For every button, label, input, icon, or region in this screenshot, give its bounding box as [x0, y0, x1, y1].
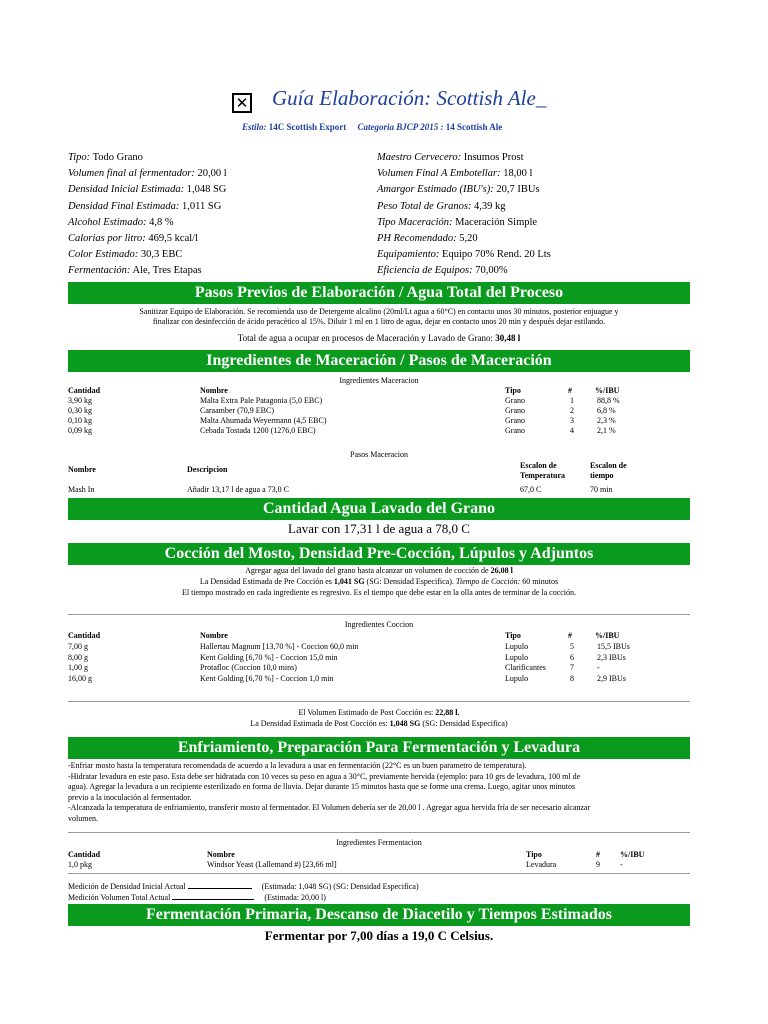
coccion-line3: El tiempo mostrado en cada ingrediente es regresivo. Es el tiempo que debe estar en la olla antes de terminar de la cocción. — [181, 588, 577, 597]
boil-ingredients-heading: Ingredientes Coccion — [344, 620, 414, 629]
info-row — [377, 184, 540, 195]
lavado-text: Lavar con 17,31 l de agua a 78,0 C — [288, 521, 470, 536]
cell-cantidad: 16,00 g — [68, 673, 92, 683]
section-header-enfriamiento: Enfriamiento, Preparación Para Fermentación y Levadura — [68, 737, 690, 759]
enfriamiento-line: -Enfriar mosto hasta la temperatura recomendada de acuerdo a la levadura a usar en fermentación (22°C es un buen parametro de temperatura). — [68, 761, 527, 770]
enfriamiento-line: -Hidratar levadura en este paso. Esta debe ser hidratada con 10 veces su peso en agua a 30°C, previamente hervida (ejemplo: para 10 grs de levadura, 100 ml de — [68, 771, 581, 781]
col-pct: %/IBU — [595, 386, 620, 395]
steps-col-tiempo-1: Escalon de — [590, 461, 627, 470]
measure-volume-blank — [172, 891, 254, 900]
info-label: Eficiencia de Equipos: — [377, 265, 473, 277]
info-value: 4,39 kg — [474, 200, 506, 212]
info-row — [377, 168, 532, 179]
fermentation-text: Fermentar por 7,00 días a 19,0 C Celsius. — [264, 928, 494, 943]
section-header-lavado: Cantidad Agua Lavado del Grano — [68, 498, 690, 520]
cell-cantidad: 1,00 g — [68, 663, 88, 672]
estilo-value: 14C Scottish Export — [268, 122, 347, 132]
measure-density-blank — [188, 880, 252, 889]
post-density — [68, 719, 690, 729]
info-row — [68, 249, 182, 260]
subtitle — [242, 122, 502, 132]
info-label: Maestro Cervecero: — [377, 152, 462, 163]
info-row — [68, 184, 226, 195]
col-nombre: Nombre — [207, 850, 235, 859]
info-label: Fermentación: — [68, 265, 131, 277]
ferm-cantidad: 1,0 pkg — [68, 860, 92, 869]
info-row — [68, 168, 227, 179]
boil-time-label: Tiempo de Cocción: — [455, 577, 521, 586]
total-water-label: Total de agua a ocupar en procesos de Maceración y Lavado de Grano: — [237, 333, 493, 343]
measure-volume-row — [68, 891, 326, 902]
coccion-line1-text: Agregar agua del lavado del grano hasta alcanzar un volumen de cocción de — [245, 566, 489, 575]
post-volume — [68, 708, 690, 718]
cell-pct: 2,3 % — [597, 416, 616, 425]
info-value: Todo Grano — [92, 152, 143, 163]
cell-num: 1 — [570, 396, 574, 405]
coccion-volume: 26,08 l — [490, 566, 513, 575]
info-value: 469,5 kcal/l — [148, 233, 198, 244]
col-pct: %/IBU — [595, 631, 620, 640]
section-header-fermentacion: Fermentación Primaria, Descanso de Diacetilo y Tiempos Estimados — [68, 904, 690, 926]
info-row — [68, 217, 174, 228]
info-value: 18,00 l — [503, 168, 533, 180]
divider — [68, 701, 690, 702]
page-title: Guía Elaboración: Scottish Ale_ — [272, 86, 547, 110]
post-density-note: (SG: Densidad Especifica) — [422, 719, 508, 728]
cell-tipo: Grano — [505, 406, 525, 415]
cell-tipo: Lupulo — [505, 652, 529, 662]
steps-col-temp-2: Temperatura — [520, 471, 566, 480]
divider — [68, 832, 690, 833]
col-tipo: Tipo — [505, 631, 521, 640]
coccion-line2 — [68, 577, 690, 587]
cell-cantidad: 3,90 kg — [68, 396, 92, 405]
estilo-label: Estilo: — [242, 122, 267, 132]
categoria-value: 14 Scottish Ale — [445, 122, 503, 132]
col-nombre: Nombre — [200, 631, 228, 640]
cell-nombre: Kent Golding [6,70 %] - Coccion 1,0 min — [200, 673, 334, 683]
info-label: Amargor Estimado (IBU's): — [377, 184, 494, 196]
col-num: # — [568, 631, 572, 640]
total-water — [68, 333, 690, 343]
step-tiempo: 70 min — [590, 485, 613, 494]
info-value: 20,00 l — [197, 168, 227, 180]
ferm-ingredients-heading: Ingredientes Fermentacion — [336, 838, 422, 847]
col-cantidad: Cantidad — [68, 386, 101, 395]
cell-pct: 2,1 % — [597, 426, 616, 435]
info-value: Ale, Tres Etapas — [132, 265, 202, 277]
info-label: PH Recomendado: — [377, 233, 457, 244]
cell-nombre: Kent Golding [6,70 %] - Coccion 15,0 min — [200, 652, 338, 662]
info-row — [377, 249, 551, 260]
cell-pct: 15,5 IBUs — [597, 642, 630, 651]
info-row — [377, 265, 508, 276]
info-label: Tipo: — [68, 152, 91, 163]
logo-icon: ✕ — [232, 93, 252, 113]
enfriamiento-line: volumen. — [68, 813, 98, 823]
steps-col-descripcion: Descripcion — [187, 465, 228, 474]
col-tipo: Tipo — [505, 386, 521, 395]
info-value: 5,20 — [459, 233, 478, 244]
divider — [68, 873, 690, 874]
info-row — [68, 152, 143, 163]
info-label: Volumen Final A Embotellar: — [377, 168, 501, 180]
cell-tipo: Grano — [505, 416, 525, 425]
ferm-tipo: Levadura — [526, 860, 557, 869]
cell-nombre: Caraamber (70,9 EBC) — [200, 406, 274, 415]
cell-tipo: Lupulo — [505, 673, 529, 683]
cell-num: 2 — [570, 406, 574, 415]
info-value: Insumos Prost — [463, 152, 524, 163]
coccion-line1 — [68, 566, 690, 576]
cell-nombre: Malta Extra Pale Patagonia (5,0 EBC) — [200, 396, 323, 405]
measure-volume-estimate: (Estimada: 20,00 l) — [264, 893, 326, 902]
info-value: 20,7 IBUs — [496, 184, 540, 196]
cell-pct: 88,8 % — [597, 396, 620, 405]
cell-num: 5 — [570, 642, 574, 651]
cell-cantidad: 8,00 g — [68, 652, 88, 662]
cell-nombre: Protafloc (Coccion 10,0 mins) — [200, 663, 297, 672]
enfriamiento-line: previo a la inoculación al fermentador. — [68, 792, 192, 802]
post-volume-label: El Volumen Estimado de Post Cocción es: — [298, 708, 434, 717]
cell-tipo: Grano — [505, 426, 525, 435]
col-num: # — [568, 386, 572, 395]
info-value: 1,011 SG — [182, 200, 222, 212]
steps-col-tiempo-2: tiempo — [590, 471, 614, 480]
col-num: # — [596, 850, 600, 859]
info-label: Alcohol Estimado: — [68, 216, 147, 228]
cell-tipo: Clarificantes — [505, 663, 546, 672]
cell-nombre: Malta Ahumada Weyermann (4,5 EBC) — [200, 416, 327, 425]
info-label: Peso Total de Granos: — [377, 200, 472, 212]
col-cantidad: Cantidad — [68, 850, 101, 859]
cell-pct: 6,8 % — [597, 406, 616, 415]
cell-num: 7 — [570, 663, 574, 672]
cell-num: 4 — [570, 426, 574, 435]
section-header-maceracion: Ingredientes de Maceración / Pasos de Maceración — [68, 350, 690, 372]
info-value: 70,00% — [475, 265, 508, 277]
measure-density-label: Medición de Densidad Inicial Actual — [68, 882, 186, 891]
info-label: Densidad Inicial Estimada: — [68, 184, 185, 196]
info-row — [377, 201, 506, 212]
measure-volume-label: Medición Volumen Total Actual — [68, 893, 171, 902]
col-nombre: Nombre — [200, 386, 228, 395]
info-label: Volumen final al fermentador: — [68, 168, 195, 180]
cell-pct: 2,9 IBUs — [597, 673, 626, 683]
info-value: Maceración Simple — [455, 216, 538, 228]
pre-density-value: 1,041 SG — [333, 577, 365, 586]
info-row — [68, 201, 221, 212]
info-row — [377, 233, 478, 244]
cell-nombre: Hallertau Magnum [13,70 %] - Coccion 60,0 min — [200, 642, 359, 651]
post-volume-value: 22,88 l. — [435, 708, 460, 717]
post-density-label: La Densidad Estimada de Post Cocción es: — [250, 719, 388, 728]
cell-cantidad: 0,09 kg — [68, 426, 92, 435]
ferm-nombre: Windsor Yeast (Lallemand #) [23,66 ml] — [207, 860, 337, 869]
pre-density-label: La Densidad Estimada de Pre Cocción es — [199, 577, 332, 586]
cell-tipo: Lupulo — [505, 642, 529, 651]
enfriamiento-line: -Alcanzada la temperatura de enfriamiento, transferir mosto al fermentador. El Volumen debería ser de 20,00 l . Agregar agua hervida fría de ser necesario alcanzar — [68, 803, 591, 812]
col-cantidad: Cantidad — [68, 631, 101, 640]
ferm-pct: - — [620, 860, 623, 869]
step-descripcion: Añadir 13,17 l de agua a 73,0 C — [187, 485, 289, 494]
info-label: Tipo Maceración: — [377, 216, 453, 228]
info-label: Equipamiento: — [377, 249, 440, 261]
ferm-num: 9 — [596, 860, 600, 869]
cell-cantidad: 0,30 kg — [68, 406, 92, 415]
enfriamiento-line: agua). Agregar la levadura a un recipiente esterilizado en forma de lluvia. Dejar durante 15 minutos hasta que se forme una crema. Luego, agitar unos minutos — [68, 782, 576, 791]
total-water-value: 30,48 l — [495, 333, 521, 343]
info-row — [68, 233, 198, 244]
categoria-label: Categoria BJCP 2015 : — [357, 122, 444, 132]
info-label: Densidad Final Estimada: — [68, 200, 180, 212]
info-row — [377, 152, 524, 163]
cell-cantidad: 7,00 g — [68, 642, 88, 651]
cell-pct: 2,3 IBUs — [597, 652, 626, 662]
cell-cantidad: 0,10 kg — [68, 416, 92, 425]
section1-line2: finalizar con desinfección de ácido peracético al 15%. Diluir 1 ml en 1 litro de agua, dejar en contacto unos 20 min y después dejar estilando. — [152, 317, 606, 326]
info-label: Color Estimado: — [68, 249, 139, 261]
pre-density-note: (SG: Densidad Especifica). — [366, 577, 454, 586]
info-row — [377, 217, 537, 228]
info-value: 1,048 SG — [186, 184, 227, 196]
steps-col-nombre: Nombre — [68, 465, 96, 474]
info-value: 30,3 EBC — [140, 249, 183, 261]
info-value: 4,8 % — [149, 216, 174, 228]
steps-col-temp-1: Escalon de — [520, 461, 557, 470]
cell-num: 8 — [570, 673, 574, 683]
step-temp: 67,0 C — [520, 485, 542, 494]
info-label: Calorias por litro: — [68, 233, 146, 244]
mash-ingredients-heading: Ingredientes Maceracion — [339, 376, 419, 385]
info-value: Equipo 70% Rend. 20 Lts — [442, 249, 551, 261]
section-header-coccion: Cocción del Mosto, Densidad Pre-Cocción, Lúpulos y Adjuntos — [68, 543, 690, 565]
section-header-pasos-previos: Pasos Previos de Elaboración / Agua Total del Proceso — [68, 282, 690, 304]
divider — [68, 614, 690, 615]
cell-pct: - — [597, 663, 600, 672]
mash-steps-heading: Pasos Maceracion — [350, 450, 408, 459]
col-pct: %/IBU — [620, 850, 645, 859]
measure-density-estimate: (Estimada: 1,048 SG) (SG: Densidad Especifica) — [261, 882, 419, 891]
cell-tipo: Grano — [505, 396, 525, 405]
cell-num: 6 — [570, 652, 574, 662]
step-nombre: Mash In — [68, 485, 95, 494]
measure-density-row — [68, 880, 419, 891]
post-density-value: 1,048 SG — [389, 719, 421, 728]
cell-num: 3 — [570, 416, 574, 425]
section1-line1: Sanitizar Equipo de Elaboración. Se recomienda uso de Detergente alcalino (20ml/Lt agua a 60°C) en contacto unos 30 minutos, posterior enjuague y — [139, 307, 619, 316]
info-row — [68, 265, 202, 276]
cell-nombre: Cebada Tostada 1200 (1276,0 EBC) — [200, 426, 316, 435]
col-tipo: Tipo — [526, 850, 542, 859]
boil-time-value: 60 minutos — [522, 577, 559, 586]
